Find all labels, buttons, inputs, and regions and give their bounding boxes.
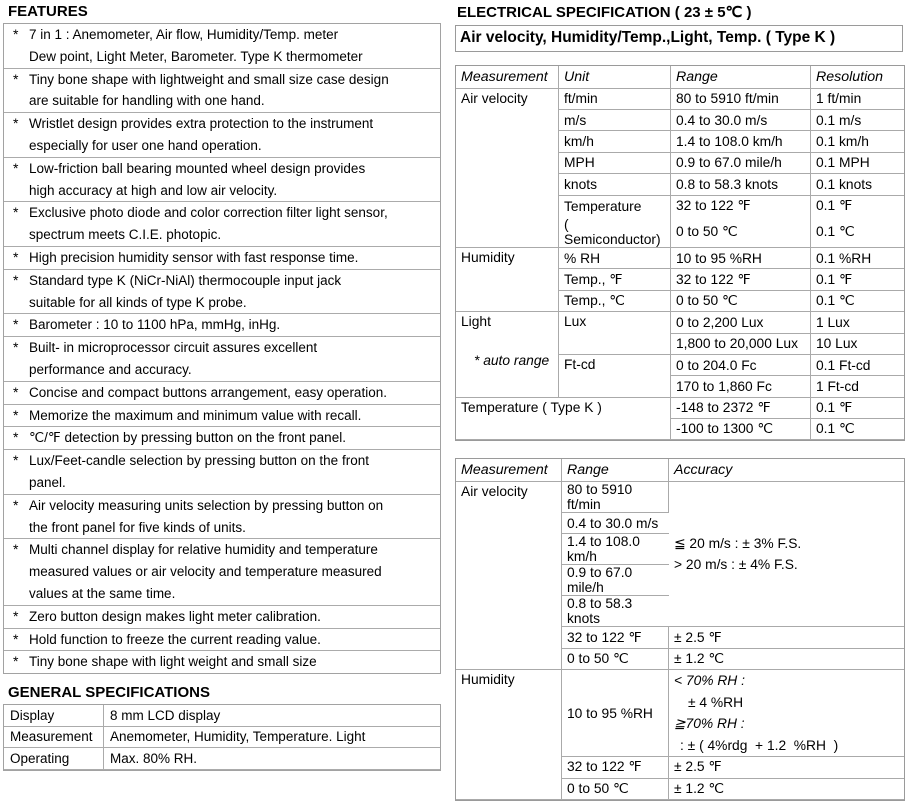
header-cell: Unit: [559, 66, 671, 89]
resolution-cell: 0.1 Ft-cd: [811, 355, 904, 376]
unit-cell: Temp., ℉: [559, 269, 671, 290]
feature-item: [4, 381, 440, 404]
resolution-cell: 0.1 ℉: [811, 398, 904, 419]
resolution-cell: 0.1 ℃: [811, 291, 904, 312]
electrical-spec-subtitle: Air velocity, Humidity/Temp.,Light, Temp. ( Type K ): [455, 25, 903, 52]
feature-item: [4, 157, 440, 202]
accuracy-line: > 20 m/s : ± 4% F.S.: [674, 557, 798, 573]
range-cell: 32 to 122 ℉: [671, 196, 811, 217]
unit-cell: knots: [559, 174, 671, 195]
feature-text: High precision humidity sensor with fast response time.: [29, 249, 359, 265]
unit-cell: Lux: [559, 312, 671, 355]
feature-text: ℃/℉ detection by pressing button on the front panel.: [29, 430, 346, 446]
unit-cell: km/h: [559, 131, 671, 152]
range-cell: 0.4 to 30.0 m/s: [671, 110, 811, 131]
electrical-spec-table: [455, 65, 905, 441]
features-title: FEATURES: [8, 3, 88, 20]
header-cell: Measurement: [456, 66, 559, 89]
feature-text: Lux/Feet-candle selection by pressing button on the front panel.: [29, 453, 369, 490]
range-cell: 0 to 50 ℃: [671, 291, 811, 312]
range-cell: 0 to 50 ℃: [562, 779, 669, 800]
accuracy-line: ≦ 20 m/s : ± 3% F.S.: [674, 535, 802, 551]
table-row: [4, 748, 440, 770]
feature-text: Multi channel display for relative humidity and temperature measured values or air velocity and temperature measured values at the same time.: [29, 542, 382, 601]
electrical-spec-title: ELECTRICAL SPECIFICATION ( 23 ± 5℃ ): [457, 4, 752, 21]
bullet-asterisk: *: [13, 653, 19, 670]
bullet-asterisk: *: [13, 541, 19, 558]
unit-cell: Ft-cd: [559, 355, 671, 398]
features-list: [3, 23, 441, 674]
bullet-asterisk: *: [13, 204, 19, 221]
range-cell: 0 to 204.0 Fc: [671, 355, 811, 376]
bullet-asterisk: *: [13, 630, 19, 647]
spec-label-cell: Display: [4, 705, 104, 727]
range-cell: -148 to 2372 ℉: [671, 398, 811, 419]
accuracy-table: [455, 458, 905, 801]
feature-text: Tiny bone shape with lightweight and small size case design are suitable for handling with one hand.: [29, 71, 389, 109]
feature-item: [4, 68, 440, 113]
range-cell: 0 to 50 ℃: [671, 217, 811, 248]
range-cell: 0.8 to 58.3 knots: [562, 596, 669, 627]
feature-item: [4, 246, 440, 269]
header-cell: Accuracy: [669, 459, 904, 482]
feature-item: [4, 628, 440, 651]
bullet-asterisk: *: [13, 248, 19, 265]
range-cell: 0.8 to 58.3 knots: [671, 174, 811, 195]
table-row: [456, 248, 904, 269]
table-row: [456, 670, 904, 757]
bullet-asterisk: *: [13, 26, 19, 42]
bullet-asterisk: *: [13, 70, 19, 87]
bullet-asterisk: *: [13, 452, 19, 469]
feature-item: [4, 449, 440, 494]
table-row: [456, 482, 904, 513]
resolution-cell: 0.1 ℉: [811, 269, 904, 290]
resolution-cell: 0.1 ℃: [811, 419, 904, 440]
measurement-cell: Humidity: [456, 670, 562, 800]
feature-text: Exclusive photo diode and color correction filter light sensor, spectrum meets C.I.E. photopic.: [29, 205, 388, 243]
feature-item: [4, 313, 440, 336]
range-cell: 0.9 to 67.0 mile/h: [671, 153, 811, 174]
feature-item: [4, 538, 440, 604]
table-header-row: [456, 66, 904, 89]
accuracy-line: : ± ( 4%rdg + 1.2 %RH ): [680, 737, 839, 753]
resolution-cell: 1 ft/min: [811, 89, 904, 110]
accuracy-line: ± 4 %RH: [688, 694, 744, 710]
feature-text: 7 in 1 : Anemometer, Air flow, Humidity/Temp. meter Dew point, Light Meter, Barometer. Type K thermometer: [29, 27, 363, 64]
measurement-cell: Air velocity: [456, 482, 562, 670]
measurement-cell: Air velocity: [456, 89, 559, 248]
table-row: [4, 705, 440, 727]
resolution-cell: 0.1 ℃: [811, 217, 904, 248]
feature-text: Built- in microprocessor circuit assures excellent performance and accuracy.: [29, 340, 318, 377]
feature-text: Standard type K (NiCr-NiAl) thermocouple input jack suitable for all kinds of type K probe.: [29, 272, 342, 310]
resolution-cell: 1 Lux: [811, 312, 904, 333]
accuracy-cell: [669, 670, 904, 757]
header-cell: Measurement: [456, 459, 562, 482]
bullet-asterisk: *: [13, 159, 19, 176]
accuracy-cell: ± 1.2 ℃: [669, 649, 904, 670]
bullet-asterisk: *: [13, 429, 19, 446]
spec-label-cell: Measurement: [4, 727, 104, 749]
measurement-label: Light: [461, 314, 491, 330]
resolution-cell: 0.1 m/s: [811, 110, 904, 131]
spec-value-cell: Max. 80% RH.: [104, 748, 440, 770]
range-cell: -100 to 1300 ℃: [671, 419, 811, 440]
feature-text: Hold function to freeze the current reading value.: [29, 631, 321, 647]
resolution-cell: 0.1 ℉: [816, 198, 853, 214]
spec-value-cell: Anemometer, Humidity, Temperature. Light: [104, 727, 440, 749]
unit-cell: MPH: [559, 153, 671, 174]
bullet-asterisk: *: [13, 496, 19, 513]
range-cell: 80 to 5910 ft/min: [562, 482, 669, 513]
feature-text: Air velocity measuring units selection by pressing button on the front panel for five kinds of units.: [29, 497, 384, 535]
range-cell: 1.4 to 108.0 km/h: [671, 131, 811, 152]
range-cell: 170 to 1,860 Fc: [671, 376, 811, 397]
unit-cell: m/s: [559, 110, 671, 131]
bullet-asterisk: *: [13, 316, 19, 333]
bullet-asterisk: *: [13, 339, 19, 356]
range-cell: 80 to 5910 ft/min: [671, 89, 811, 110]
accuracy-line: ≧70% RH :: [674, 716, 745, 732]
table-row: [4, 727, 440, 749]
feature-item: [4, 404, 440, 427]
range-cell: 10 to 95 %RH: [562, 670, 669, 757]
bullet-asterisk: *: [13, 406, 19, 423]
auto-range-note: * auto range: [474, 353, 550, 369]
feature-text: Memorize the maximum and minimum value with recall.: [29, 407, 362, 423]
range-cell: 10 to 95 %RH: [671, 248, 811, 269]
feature-text: Tiny bone shape with light weight and small size: [29, 654, 317, 670]
table-row: [456, 89, 904, 110]
feature-item: [4, 201, 440, 246]
measurement-cell: [456, 312, 559, 398]
bullet-asterisk: *: [13, 271, 19, 288]
range-cell: 1,800 to 20,000 Lux: [671, 334, 811, 355]
unit-cell: ( Semiconductor): [559, 217, 671, 248]
accuracy-cell: ± 2.5 ℉: [669, 627, 904, 648]
spec-value-cell: 8 mm LCD display: [104, 705, 440, 727]
accuracy-cell: ± 2.5 ℉: [669, 757, 904, 778]
measurement-cell: Temperature ( Type K ): [456, 398, 671, 441]
unit-cell: % RH: [559, 248, 671, 269]
feature-item: [4, 336, 440, 381]
unit-cell: Temperature: [559, 196, 671, 217]
feature-item: [4, 269, 440, 314]
table-row: [456, 312, 904, 333]
feature-text: Concise and compact buttons arrangement, easy operation.: [29, 384, 387, 400]
feature-text: Low-friction ball bearing mounted wheel design provides high accuracy at high and low air velocity.: [29, 160, 366, 198]
range-cell: 0.9 to 67.0 mile/h: [562, 565, 669, 596]
left-column: [3, 3, 441, 771]
range-cell: 0 to 2,200 Lux: [671, 312, 811, 333]
feature-item: [4, 650, 440, 673]
feature-item: [4, 605, 440, 628]
range-cell: 1.4 to 108.0 km/h: [562, 534, 669, 565]
range-cell: 0 to 50 ℃: [562, 649, 669, 670]
range-cell: 0.4 to 30.0 m/s: [562, 513, 669, 534]
feature-text: Wristlet design provides extra protection to the instrument especially for user one hand operation.: [29, 116, 374, 153]
resolution-cell: 0.1 %RH: [811, 248, 904, 269]
resolution-cell: 10 Lux: [811, 334, 904, 355]
feature-item: [4, 112, 440, 157]
table-row: [456, 398, 904, 419]
header-cell: Resolution: [811, 66, 904, 89]
measurement-cell: Humidity: [456, 248, 559, 312]
range-cell: 32 to 122 ℉: [671, 269, 811, 290]
right-column: [455, 3, 903, 801]
header-cell: Range: [562, 459, 669, 482]
feature-item: [4, 494, 440, 539]
feature-text: Zero button design makes light meter calibration.: [29, 608, 321, 624]
resolution-cell: 0.1 MPH: [811, 153, 904, 174]
header-cell: Range: [671, 66, 811, 89]
table-header-row: [456, 459, 904, 482]
range-cell: 32 to 122 ℉: [562, 757, 669, 778]
bullet-asterisk: *: [13, 383, 19, 400]
resolution-cell: 0.1 knots: [811, 174, 904, 195]
resolution-cell: 0.1 km/h: [811, 131, 904, 152]
range-cell: 32 to 122 ℉: [562, 627, 669, 648]
unit-cell: ft/min: [559, 89, 671, 110]
unit-cell: Temp., ℃: [559, 291, 671, 312]
accuracy-cell: ± 1.2 ℃: [669, 779, 904, 800]
general-specs-title: GENERAL SPECIFICATIONS: [8, 684, 210, 702]
accuracy-cell: [669, 482, 904, 627]
resolution-cell: 1 Ft-cd: [811, 376, 904, 397]
general-specs-table: [3, 704, 441, 771]
feature-text: Barometer : 10 to 1100 hPa, mmHg, inHg.: [29, 317, 281, 333]
bullet-asterisk: *: [13, 607, 19, 624]
bullet-asterisk: *: [13, 115, 19, 132]
spec-label-cell: Operating: [4, 748, 104, 770]
feature-item: [4, 24, 440, 68]
feature-item: [4, 426, 440, 449]
accuracy-line: < 70% RH :: [674, 673, 745, 689]
